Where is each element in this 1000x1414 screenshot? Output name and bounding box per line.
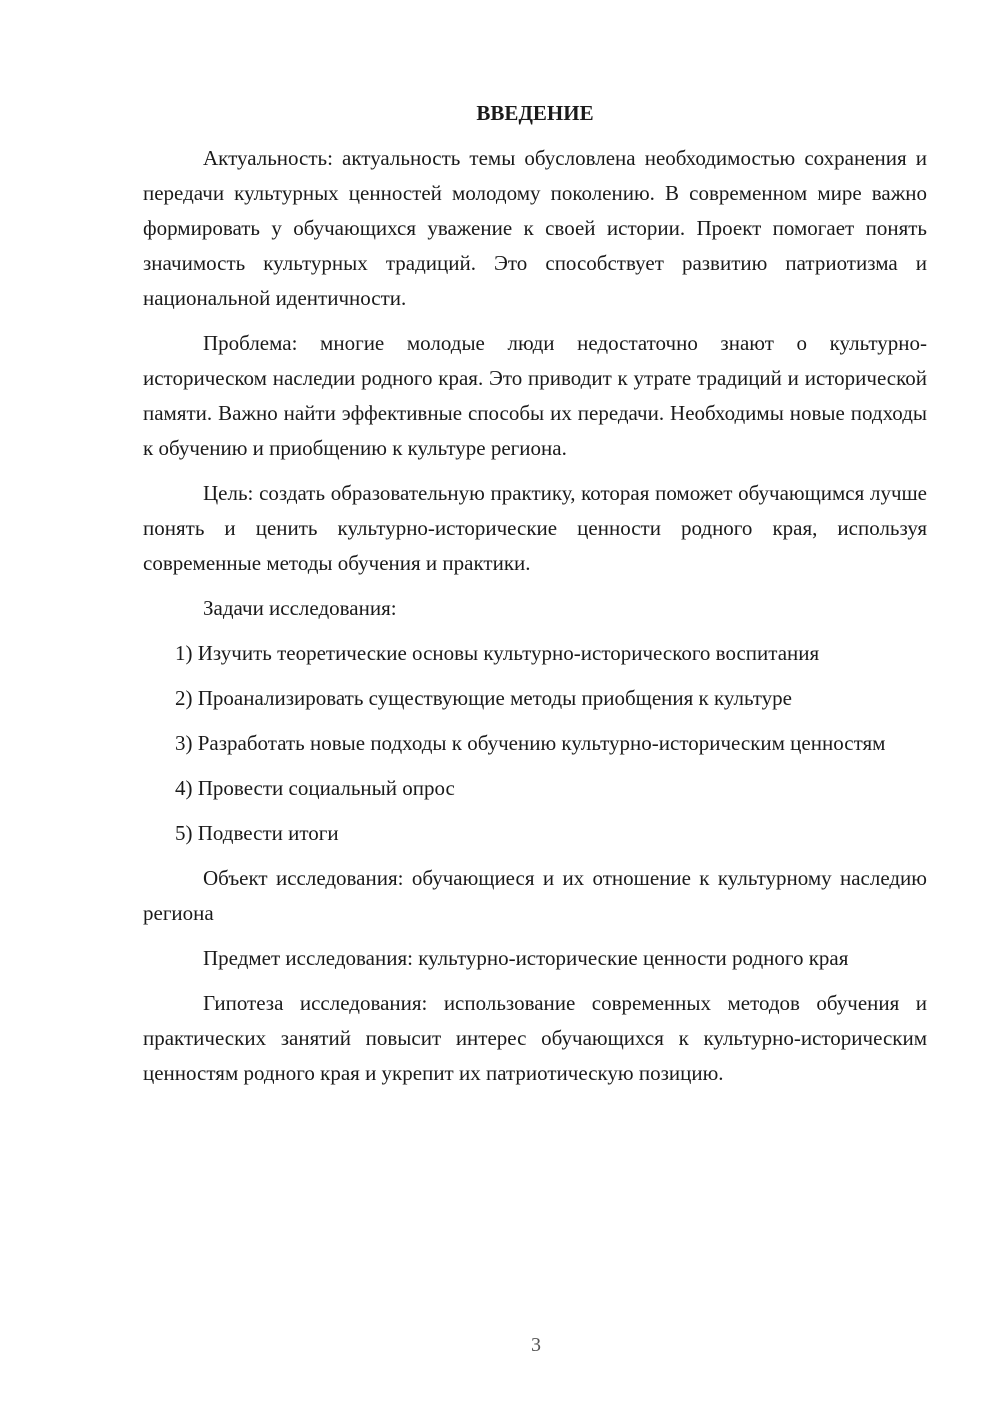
task-item: 5) Подвести итоги — [175, 821, 339, 845]
task-item: 2) Проанализировать существующие методы приобщения к культуре — [175, 686, 792, 710]
tasks-heading: Задачи исследования: — [203, 596, 397, 620]
relevance-paragraph: Актуальность: актуальность темы обусловлена необходимостью сохранения и передачи культурных ценностей молодому поколению. В современном мире важно формировать у обучающихся уважение к своей истории. Проект помогает понять значимость культурных традиций. Это способствует развитию патриотизма и национальной идентичности. — [143, 146, 927, 310]
goal-paragraph: Цель: создать образовательную практику, которая поможет обучающимся лучше понять и ценить культурно-исторические ценности родного края, используя современные методы обучения и практики. — [143, 481, 927, 575]
hypothesis-paragraph: Гипотеза исследования: использование современных методов обучения и практических занятий повысит интерес обучающихся к культурно-историческим ценностям родного края и укрепит их патриотическую позицию. — [143, 991, 927, 1085]
document-page — [143, 96, 927, 1101]
object-paragraph: Объект исследования: обучающиеся и их отношение к культурному наследию региона — [143, 866, 927, 925]
task-item: 4) Провести социальный опрос — [175, 776, 455, 800]
section-title: ВВЕДЕНИЕ — [476, 101, 594, 125]
task-item: 3) Разработать новые подходы к обучению культурно-историческим ценностям — [175, 731, 886, 755]
problem-paragraph: Проблема: многие молодые люди недостаточно знают о культурно-историческом наследии родного края. Это приводит к утрате традиций и исторической памяти. Важно найти эффективные способы их передачи. Необходимы новые подходы к обучению и приобщению к культуре региона. — [143, 331, 927, 460]
subject-paragraph: Предмет исследования: культурно-исторические ценности родного края — [203, 946, 849, 970]
task-item: 1) Изучить теоретические основы культурно-исторического воспитания — [175, 641, 820, 665]
page-number: 3 — [531, 1334, 541, 1356]
tasks-list — [143, 636, 927, 851]
